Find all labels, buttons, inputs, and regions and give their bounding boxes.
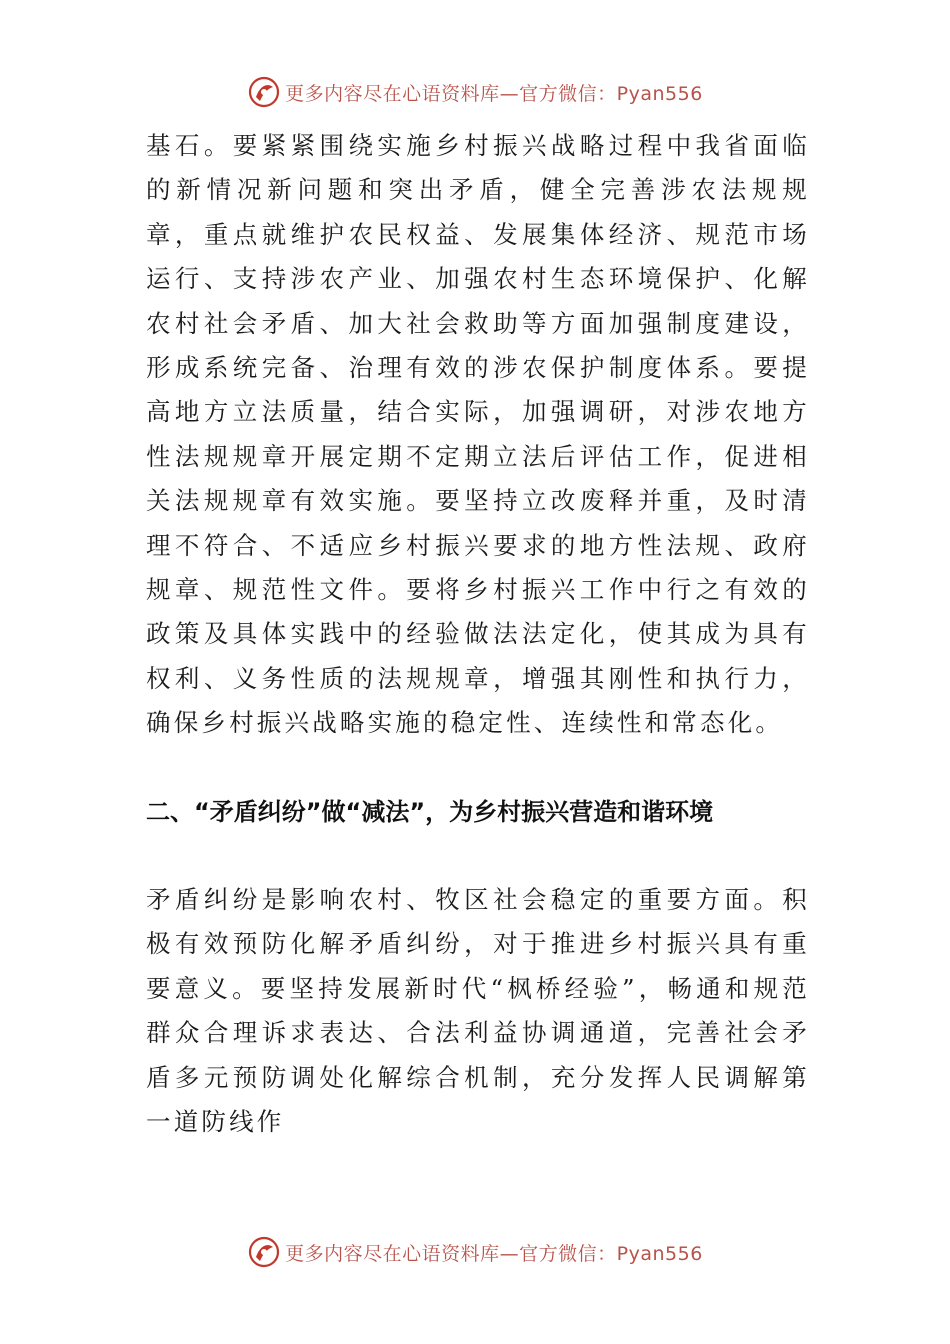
logo-seal-icon xyxy=(247,1235,281,1269)
section-heading: 二、“矛盾纠纷”做“减法”，为乡村振兴营造和谐环境 xyxy=(146,798,714,826)
paragraph-1: 基石。要紧紧围绕实施乡村振兴战略过程中我省面临的新情况新问题和突出矛盾，健全完善涉农法规规章，重点就维护农民权益、发展集体经济、规范市场运行、支持涉农产业、加强农村生态环境保护、化解农村社会矛盾、加大社会救助等方面加强制度建设，形成系统完备、治理有效的涉农保护制度体系。要提高地方立法质量，结合实际，加强调研，对涉农地方性法规规章开展定期不定期立法后评估工作，促进相关法规规章有效实施。要坚持立改废释并重，及时清理不符合、不适应乡村振兴要求的地方性法规、政府规章、规范性文件。要将乡村振兴工作中行之有效的政策及具体实践中的经验做法法定化，使其成为具有权利、义务性质的法规规章，增强其刚性和执行力，确保乡村振兴战略实施的稳定性、连续性和常态化。 xyxy=(146,131,810,738)
paragraph-2: 矛盾纠纷是影响农村、牧区社会稳定的重要方面。积极有效预防化解矛盾纠纷，对于推进乡村振兴具有重要意义。要坚持发展新时代“枫桥经验”，畅通和规范群众合理诉求表达、合法利益协调通道，完善社会矛盾多元预防调处化解综合机制，充分发挥人民调解第一道防线作 xyxy=(146,885,810,1137)
body-text xyxy=(146,124,810,746)
watermark-text: 更多内容尽在心语资料库—官方微信：Pyan556 xyxy=(285,82,703,105)
watermark-text: 更多内容尽在心语资料库—官方微信：Pyan556 xyxy=(285,1242,703,1265)
footer-watermark xyxy=(0,1232,950,1272)
header-watermark xyxy=(0,72,950,112)
body-text-2 xyxy=(146,878,810,1144)
logo-seal-icon xyxy=(247,75,281,109)
